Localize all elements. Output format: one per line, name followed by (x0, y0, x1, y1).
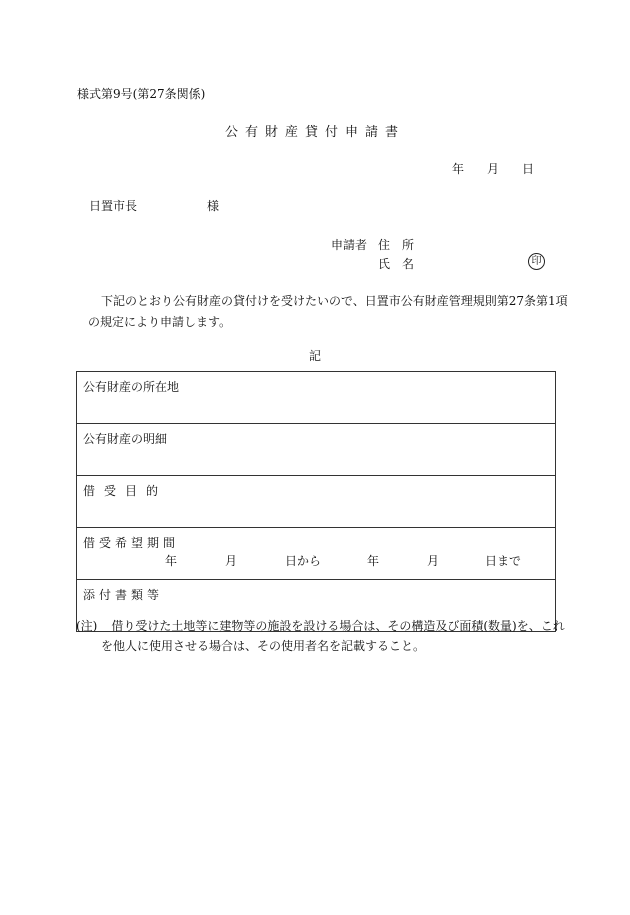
period-label: 借受希望期間 (83, 536, 180, 550)
note-text-line1: 借り受けた土地等に建物等の施設を設ける場合は、その構造及び面積(数量)を、これ (111, 619, 565, 633)
details-label: 公有財産の明細 (83, 432, 168, 446)
form-number: 様式第9号(第27条関係) (77, 87, 206, 101)
purpose-label: 借受目的 (83, 484, 168, 498)
body-text-line1: 下記のとおり公有財産の貸付けを受けたいので、日置市公有財産管理規則第27条第1項 (101, 294, 568, 308)
table-row (77, 372, 556, 424)
period-from-year: 年 (165, 554, 178, 568)
period-from-day: 日から (285, 554, 322, 568)
period-from-month: 月 (225, 554, 238, 568)
applicant-address-label: 住 所 (378, 238, 415, 252)
table-row (77, 528, 556, 580)
location-cell[interactable] (77, 372, 556, 424)
addressee-honorific: 様 (207, 199, 220, 213)
body-text-line2: の規定により申請します。 (88, 315, 232, 329)
attachments-label: 添付書類等 (83, 588, 164, 602)
period-cell[interactable] (77, 528, 556, 580)
application-table (76, 371, 556, 632)
period-to-day: 日まで (485, 554, 522, 568)
date-month-label: 月 (487, 162, 500, 176)
page-title: 公有財産貸付申請書 (224, 125, 405, 140)
note-text-line2: を他人に使用させる場合は、その使用者名を記載すること。 (101, 639, 426, 653)
period-to-year: 年 (367, 554, 380, 568)
applicant-label: 申請者 (331, 238, 368, 252)
note-line1 (76, 617, 565, 634)
seal-mark: 印 (528, 253, 545, 270)
note-label: (注) (76, 619, 98, 633)
table-row (77, 424, 556, 476)
location-label: 公有財産の所在地 (83, 380, 180, 394)
ki-heading: 記 (308, 349, 321, 363)
table-row (77, 476, 556, 528)
details-cell[interactable] (77, 424, 556, 476)
addressee-name: 日置市長 (89, 199, 138, 213)
period-to-month: 月 (427, 554, 440, 568)
date-day-label: 日 (522, 162, 535, 176)
date-year-label: 年 (452, 162, 465, 176)
applicant-name-label: 氏 名 (378, 257, 415, 271)
purpose-cell[interactable] (77, 476, 556, 528)
